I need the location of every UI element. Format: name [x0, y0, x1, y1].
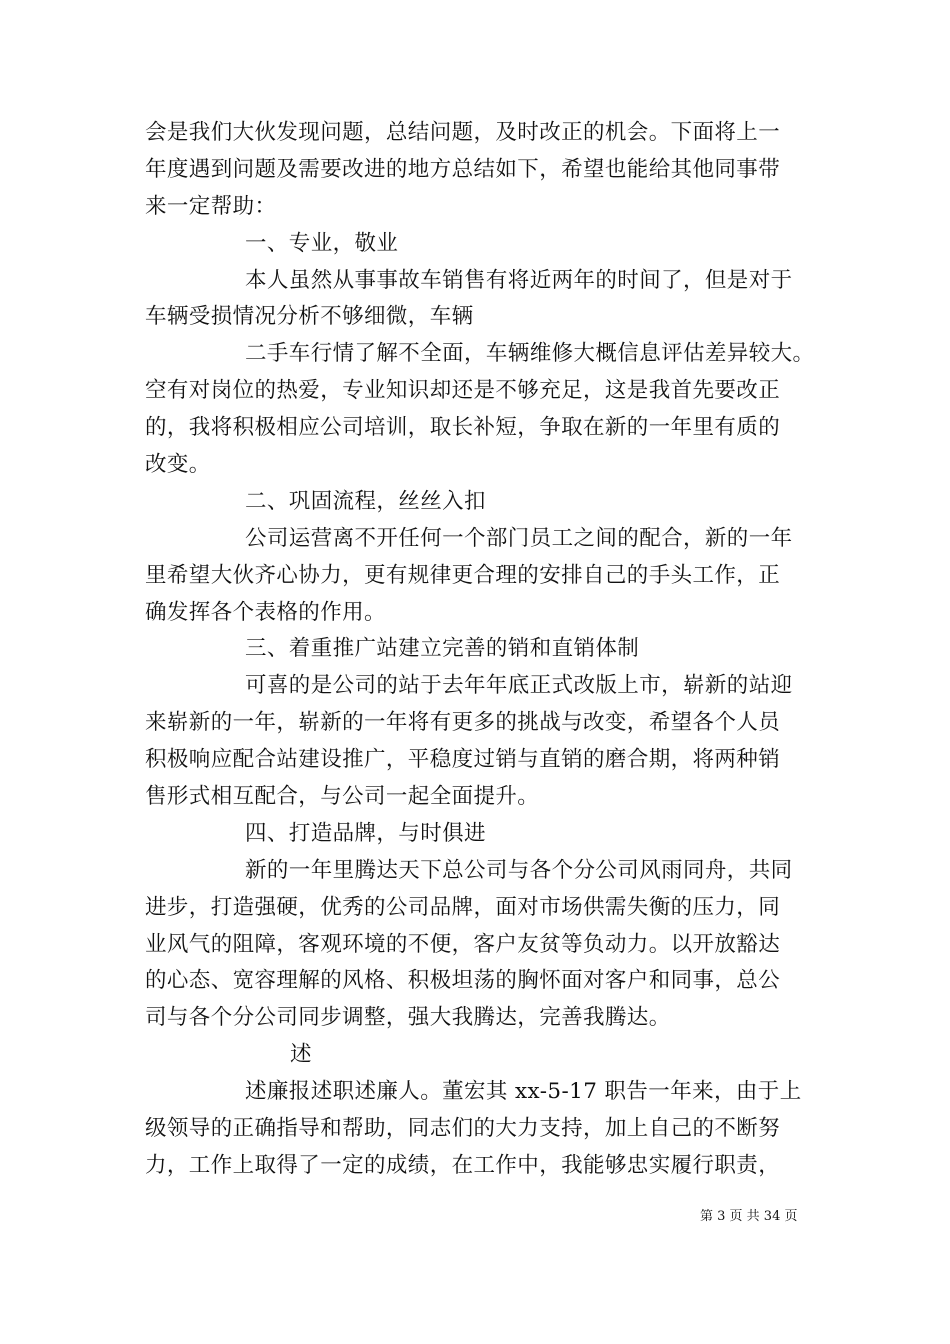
section-heading-1: 一、专业，敬业	[245, 230, 399, 256]
text-line: 里希望大伙齐心协力，更有规律更合理的安排自己的手头工作，正	[145, 562, 781, 588]
text-line: 新的一年里腾达天下总公司与各个分公司风雨同舟，共同	[245, 857, 793, 883]
section-title: 述	[290, 1042, 312, 1068]
text-line: 售形式相互配合，与公司一起全面提升。	[145, 784, 540, 810]
text-line: 述廉报述职述廉人。董宏其 xx-5-17 职告一年来，由于上	[245, 1079, 802, 1105]
text-line: 的，我将积极相应公司培训，取长补短，争取在新的一年里有质的	[145, 415, 781, 441]
text-line: 年度遇到问题及需要改进的地方总结如下，希望也能给其他同事带	[145, 156, 781, 182]
section-heading-3: 三、着重推广站建立完善的销和直销体制	[245, 636, 640, 662]
text-line: 司与各个分公司同步调整，强大我腾达，完善我腾达。	[145, 1005, 671, 1031]
text-line: 本人虽然从事事故车销售有将近两年的时间了，但是对于	[245, 267, 793, 293]
text-line: 的心态、宽容理解的风格、积极坦荡的胸怀面对客户和同事，总公	[145, 968, 781, 994]
page-number: 第 3 页 共 34 页	[700, 1209, 798, 1224]
text-line: 力，工作上取得了一定的成绩，在工作中，我能够忠实履行职责，	[145, 1152, 781, 1178]
text-line: 二手车行情了解不全面，车辆维修大概信息评估差异较大。	[245, 341, 815, 367]
text-line: 来一定帮助：	[145, 193, 277, 219]
text-line: 会是我们大伙发现问题，总结问题，及时改正的机会。下面将上一	[145, 120, 781, 145]
text-line: 业风气的阻障，客观环境的不便，客户友贫等负动力。以开放豁达	[145, 931, 781, 957]
text-line: 进步，打造强硬，优秀的公司品牌，面对市场供需失衡的压力，同	[145, 894, 781, 920]
document-body	[145, 115, 815, 1185]
text-line: 级领导的正确指导和帮助，同志们的大力支持，加上自己的不断努	[145, 1116, 781, 1142]
text-line: 改变。	[145, 452, 211, 478]
text-line: 积极响应配合站建设推广，平稳度过销与直销的磨合期，将两种销	[145, 747, 781, 773]
text-line: 可喜的是公司的站于去年年底正式改版上市，崭新的站迎	[245, 673, 793, 699]
text-line: 确发挥各个表格的作用。	[145, 599, 386, 625]
text-line: 车辆受损情况分析不够细微，车辆	[145, 304, 474, 330]
section-heading-2: 二、巩固流程，丝丝入扣	[245, 488, 486, 514]
section-heading-4: 四、打造品牌，与时俱进	[245, 820, 486, 846]
text-line: 来崭新的一年，崭新的一年将有更多的挑战与改变，希望各个人员	[145, 710, 781, 736]
text-line: 公司运营离不开任何一个部门员工之间的配合，新的一年	[245, 525, 793, 551]
text-line: 空有对岗位的热爱，专业知识却还是不够充足，这是我首先要改正	[145, 378, 781, 404]
